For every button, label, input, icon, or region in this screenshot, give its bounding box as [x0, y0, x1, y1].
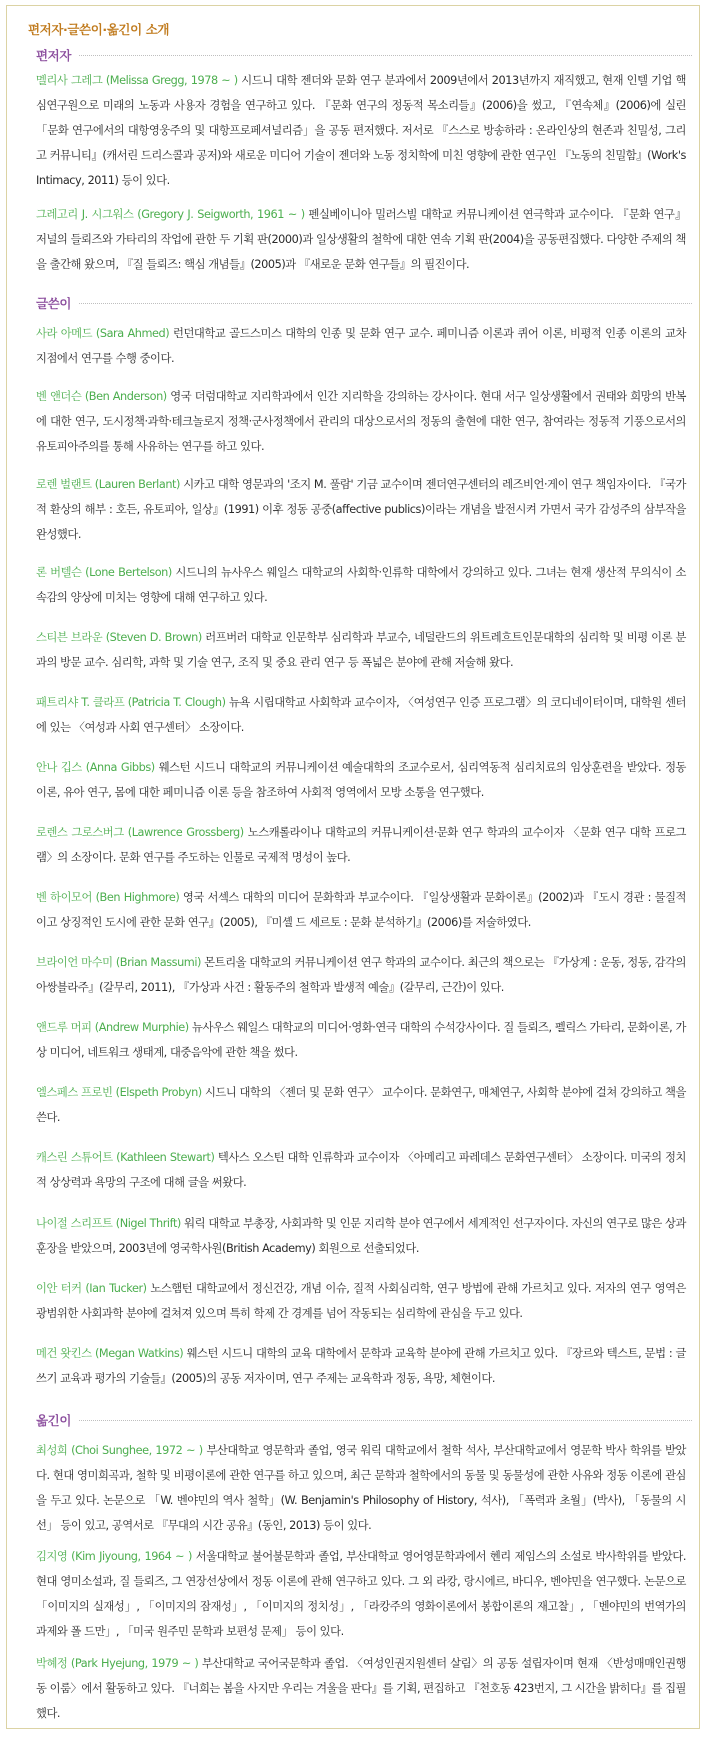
bio-entry — [36, 625, 686, 675]
bio-entry — [36, 690, 686, 740]
person-name: 론 버텔슨 (Lone Bertelson) — [36, 566, 172, 579]
bio-text: 부산대학교 국어국문학과 졸업. 〈여성인권지원센터 살림〉의 공동 설립자이며 현재 〈반성매매인권행동 이룸〉에서 활동하고 있다. 『너희는 봄을 사지만 우리는 겨울을 판다』를 기획, 편집하고 『천호동 423번지, 그 시간을 밝히다』를 집필했다. — [36, 1657, 687, 1720]
bio-entry — [36, 321, 686, 371]
bio-text: 영국 서섹스 대학의 미디어 문화학과 부교수이다. 『일상생활과 문화이론』(2002)과 『도시 경관 : 물질적이고 상징적인 도시에 관한 문화 연구』(2005), 『미셸 드 세르토 : 문화 분석하기』(2006)를 저술하였다. — [36, 891, 686, 929]
bio-text: 웨스턴 시드니 대학의 교육 대학에서 문학과 교육학 분야에 관해 가르치고 있다. 『장르와 텍스트, 문법 : 글쓰기 교육과 평가의 기술들』(2005)의 공동 저자이며, 연구 주제는 교육학과 정동, 욕망, 체현이다. — [36, 1347, 686, 1385]
person-name: 사라 아메드 (Sara Ahmed) — [36, 327, 170, 340]
bio-text: 노스캐롤라이나 대학교의 커뮤니케이션·문화 연구 학과의 교수이자 〈문화 연구 대학 프로그램〉의 소장이다. 문화 연구를 주도하는 인물로 국제적 명성이 높다. — [36, 826, 686, 864]
bio-text: 워릭 대학교 부총장, 사회과학 및 인문 지리학 분야 연구에서 세계적인 선구자이다. 자신의 연구로 많은 상과 훈장을 받았으며, 2003년에 영국학사원(British Academy) 회원으로 선출되었다. — [36, 1217, 686, 1255]
bio-text: 펜실베이니아 밀러스빌 대학교 커뮤니케이션 연극학과 교수이다. 『문화 연구』 저널의 들뢰즈와 가타리의 작업에 관한 두 기획 판(2000)과 일상생활의 철학에 대한 연속 기획 판(2004)을 공동편집했다. 다양한 주제의 책을 출간해 왔으며, 『질 들뢰즈: 핵심 개념들』(2005)과 『새로운 문화 연구들』의 필진이다. — [36, 208, 686, 271]
bio-text: 시드니 대학의 〈젠더 및 문화 연구〉 교수이다. 문화연구, 매체연구, 사회학 분야에 걸쳐 강의하고 책을 쓴다. — [36, 1086, 686, 1124]
bio-text: 몬트리올 대학교의 커뮤니케이션 연구 학과의 교수이다. 최근의 책으로는 『가상계 : 운동, 정동, 감각의 아쌍블라주』(갈무리, 2011), 『가상과 사건 : 활동주의 철학과 발생적 예술』(갈무리, 근간)이 있다. — [36, 956, 686, 994]
bio-entry — [36, 950, 686, 1000]
person-name: 그레고리 J. 시그워스 (Gregory J. Seigworth, 1961 ~ ) — [36, 208, 305, 221]
bio-entry — [36, 1145, 686, 1195]
section-title: 글쓴이 — [36, 296, 72, 311]
bio-text: 런던대학교 골드스미스 대학의 인종 및 문화 연구 교수. 페미니즘 이론과 퀴어 이론, 비평적 인종 이론의 교차 지점에서 연구를 수행 중이다. — [36, 327, 686, 365]
person-name: 앤드루 머피 (Andrew Murphie) — [36, 1021, 189, 1034]
bio-entry — [36, 384, 686, 459]
person-name: 안나 깁스 (Anna Gibbs) — [36, 761, 155, 774]
bio-entry — [36, 755, 686, 805]
person-name: 브라이언 마수미 (Brian Massumi) — [36, 956, 201, 969]
bio-text: 서울대학교 불어불문학과 졸업, 부산대학교 영어영문학과에서 헨리 제임스의 소설로 박사학위를 받았다. 현대 영미소설과, 질 들뢰즈, 그 연장선상에서 정동 이론에 관해 연구하고 있다. 그 외 라캉, 랑시에르, 바디우, 벤야민을 연구했다. 논문으로 「이미지의 실재성」, 「이미지의 잠재성」, 「이미지의 정치성」, 「라캉주의 영화이론에서 봉합이론의 재고찰」, 「벤야민의 번역가의 과제와 폴 드만」, 「미국 원주민 문학과 보편성 문제」 등이 있다. — [36, 1550, 686, 1638]
person-name: 로렌스 그로스버그 (Lawrence Grossberg) — [36, 826, 244, 839]
bio-entry — [36, 1211, 686, 1261]
bio-text: 노스햄턴 대학교에서 정신건강, 개념 이슈, 질적 사회심리학, 연구 방법에 관해 가르치고 있다. 저자의 연구 영역은 광범위한 사회과학 분야에 걸쳐져 있으며 특히 학제 간 경계를 넘어 작동되는 심리학에 관심을 두고 있다. — [36, 1282, 687, 1320]
bio-entry — [36, 1438, 686, 1538]
bio-text: 러프버러 대학교 인문학부 심리학과 부교수, 네덜란드의 위트레흐트인문대학의 심리학 및 비평 이론 분과의 방문 교수. 심리학, 과학 및 기술 연구, 조직 및 중요 관리 연구 등 폭넓은 분야에 관해 저술해 왔다. — [36, 631, 687, 669]
bio-text: 시카고 대학 영문과의 '조지 M. 풀람' 기금 교수이며 젠더연구센터의 레즈비언·게이 연구 책임자이다. 『국가적 환상의 해부 : 호든, 유토피아, 일상』(1991) 이후 정동 공중(affective publics)이라는 개념을 발전시켜 가면서 국가 감성주의 삼부작을 완성했다. — [36, 478, 686, 541]
person-name: 나이절 스리프트 (Nigel Thrift) — [36, 1217, 181, 1230]
person-name: 패트리샤 T. 클라프 (Patricia T. Clough) — [36, 696, 226, 709]
section-divider — [79, 303, 692, 304]
section-divider — [79, 55, 692, 56]
bio-text: 시드니의 뉴사우스 웨일스 대학교의 사회학·인류학 대학에서 강의하고 있다. 그녀는 현재 생산적 무의식이 소속감의 양상에 미치는 영향에 대해 연구하고 있다. — [36, 566, 687, 604]
section-title: 편저자 — [36, 48, 72, 63]
bio-text: 뉴사우스 웨일스 대학교의 미디어·영화·연극 대학의 수석강사이다. 질 들뢰즈, 펠릭스 가타리, 문화이론, 가상 미디어, 네트워크 생태계, 대중음악에 관한 책을 썼다. — [36, 1021, 687, 1059]
bio-entry — [36, 1341, 686, 1391]
person-name: 김지영 (Kim Jiyoung, 1964 ~ ) — [36, 1550, 192, 1563]
bio-entry — [36, 885, 686, 935]
bio-text: 뉴욕 시립대학교 사회학과 교수이자, 〈여성연구 인증 프로그램〉의 코디네이터이며, 대학원 센터에 있는 〈여성과 사회 연구센터〉 소장이다. — [36, 696, 686, 734]
person-name: 멜리사 그레그 (Melissa Gregg, 1978 ~ ) — [36, 74, 238, 87]
person-name: 최성희 (Choi Sunghee, 1972 ~ ) — [36, 1444, 203, 1457]
person-name: 스티븐 브라운 (Steven D. Brown) — [36, 631, 202, 644]
section-divider — [79, 1420, 692, 1421]
person-name: 로렌 벌랜트 (Lauren Berlant) — [36, 478, 180, 491]
bio-entry — [36, 1080, 686, 1130]
person-name: 박혜정 (Park Hyejung, 1979 ~ ) — [36, 1657, 199, 1670]
bio-entry — [36, 1651, 686, 1726]
bio-entry — [36, 472, 686, 547]
bio-text: 텍사스 오스틴 대학 인류학과 교수이자 〈아메리고 파레데스 문화연구센터〉 소장이다. 미국의 정치적 상상력과 욕망의 구조에 대해 글을 써왔다. — [36, 1151, 686, 1189]
person-name: 벤 앤더슨 (Ben Anderson) — [36, 390, 167, 403]
bio-text: 부산대학교 영문학과 졸업, 영국 워릭 대학교에서 철학 석사, 부산대학교에서 영문학 박사 학위를 받았다. 현대 영미희곡과, 철학 및 비평이론에 관한 연구를 하고 있으며, 최근 문학과 철학에서의 동물 및 동물성에 관한 사유와 정동 이론에 관심을 두고 있다. 논문으로 「W. 벤야민의 역사 철학」(W. Benjamin's Philosophy of History, 석사), 「폭력과 초월」(박사), 「동물의 시선」 등이 있고, 공역서로 『무대의 시간 공유』(동인, 2013) 등이 있다. — [36, 1444, 687, 1532]
bio-text: 시드니 대학 젠더와 문화 연구 분과에서 2009년에서 2013년까지 재직했고, 현재 인텔 기업 핵심연구원으로 미래의 노동과 사용자 경험을 연구하고 있다. 『문화 연구의 정동적 목소리들』(2006)을 썼고, 『연속체』(2006)에 실린 「문화 연구에서의 대항영웅주의 및 대항프로페셔널리즘」을 공동 편저했다. 저서로 『스스로 방송하라 : 온라인상의 현존과 친밀성, 그리고 커뮤니티』(캐서린 드리스콜과 공저)와 새로운 미디어 기술이 젠더와 노동 정치학에 미친 영향에 관한 연구인 『노동의 친밀함』(Work's Intimacy, 2011) 등이 있다. — [36, 74, 686, 187]
bio-text: 영국 더럼대학교 지리학과에서 인간 지리학을 강의하는 강사이다. 현대 서구 일상생활에서 권태와 희망의 반복에 대한 연구, 도시정책·과학·테크놀로지 정책·군사정책에서 관리의 대상으로서의 정동의 출현에 대한 연구, 참여라는 정동적 기풍으로서의 유토피아주의를 통해 사유하는 연구를 하고 있다. — [36, 390, 686, 453]
page-title: 편저자·글쓴이·옮긴이 소개 — [28, 22, 170, 37]
bio-entry — [36, 1276, 686, 1326]
bio-entry — [36, 1015, 686, 1065]
person-name: 이안 터커 (Ian Tucker) — [36, 1282, 147, 1295]
person-name: 엘스페스 프로빈 (Elspeth Probyn) — [36, 1086, 202, 1099]
bio-entry — [36, 1544, 686, 1644]
bio-text: 웨스턴 시드니 대학교의 커뮤니케이션 예술대학의 조교수로서, 심리역동적 심리치료의 임상훈련을 받았다. 정동 이론, 유아 연구, 몸에 대한 페미니즘 이론 등을 참조하여 사회적 영역에서 모방 소통을 연구했다. — [36, 761, 686, 799]
section-authors — [36, 292, 686, 314]
bio-entry — [36, 202, 686, 277]
bio-entry — [36, 560, 686, 610]
section-translators — [36, 1409, 686, 1431]
bio-entry — [36, 68, 686, 193]
bio-entry — [36, 820, 686, 870]
person-name: 메건 왓킨스 (Megan Watkins) — [36, 1347, 184, 1360]
section-editors — [36, 44, 686, 66]
person-name: 벤 하이모어 (Ben Highmore) — [36, 891, 180, 904]
section-title: 옮긴이 — [36, 1413, 72, 1428]
person-name: 캐스린 스튜어트 (Kathleen Stewart) — [36, 1151, 215, 1164]
